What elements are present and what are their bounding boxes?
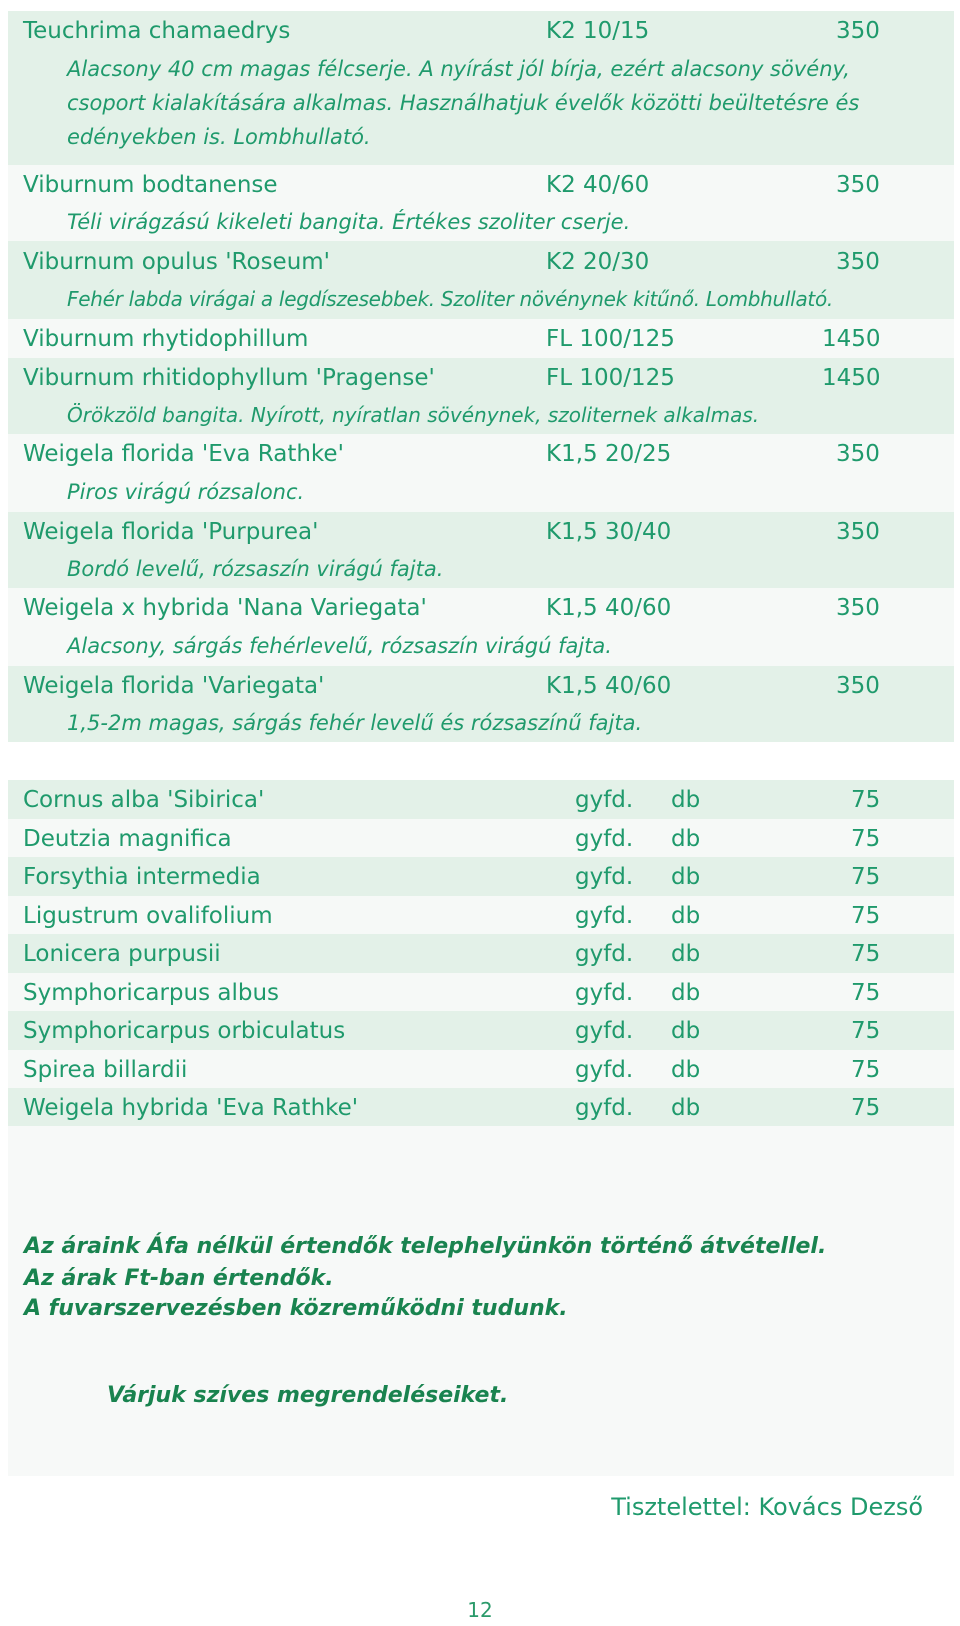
cutting-name: Ligustrum ovalifolium <box>23 903 273 929</box>
plant-description: 1,5-2m magas, sárgás fehér levelű és rózsaszínű fajta. <box>67 711 643 735</box>
plant-description: Alacsony 40 cm magas félcserje. A nyírást jól bírja, ezért alacsony sövény, csoport kialakítására alkalmas. Használhatjuk évelők közötti beültetésre és edényekben is. Lombhullató. <box>67 57 860 149</box>
cutting-type: gyfd. <box>575 941 634 967</box>
plant-name: Weigela florida 'Purpurea' <box>23 519 319 545</box>
cutting-unit: db <box>671 903 701 929</box>
plant-description: Téli virágzású kikeleti bangita. Értékes szoliter cserje. <box>67 210 631 234</box>
cutting-type: gyfd. <box>575 1095 634 1121</box>
page-number: 12 <box>467 1598 493 1622</box>
cutting-unit: db <box>671 826 701 852</box>
plant-size: FL 100/125 <box>546 365 675 391</box>
cutting-price: 75 <box>851 903 881 929</box>
cutting-unit: db <box>671 864 701 890</box>
plant-description: Fehér labda virágai a legdíszesebbek. Szoliter növénynek kitűnő. Lombhullató. <box>67 287 833 311</box>
plant-name: Teuchrima chamaedrys <box>23 18 291 44</box>
plant-price: 350 <box>836 18 880 44</box>
plant-price: 350 <box>836 595 880 621</box>
plant-name: Viburnum opulus 'Roseum' <box>23 249 331 275</box>
cutting-type: gyfd. <box>575 903 634 929</box>
plant-price: 1450 <box>822 326 881 352</box>
plant-size: K1,5 40/60 <box>546 673 672 699</box>
note-currency: Az árak Ft-ban értendők. <box>24 1266 334 1291</box>
cutting-price: 75 <box>851 787 881 813</box>
plant-size: K1,5 30/40 <box>546 519 672 545</box>
plant-price: 350 <box>836 172 880 198</box>
signature: Tisztelettel: Kovács Dezső <box>611 1493 923 1521</box>
cutting-price: 75 <box>851 941 881 967</box>
plant-name: Weigela x hybrida 'Nana Variegata' <box>23 595 427 621</box>
cutting-name: Lonicera purpusii <box>23 941 221 967</box>
plant-size: FL 100/125 <box>546 326 675 352</box>
cutting-type: gyfd. <box>575 864 634 890</box>
cutting-price: 75 <box>851 1095 881 1121</box>
plant-price: 350 <box>836 441 880 467</box>
plant-size: K2 20/30 <box>546 249 650 275</box>
plant-name: Weigela florida 'Variegata' <box>23 673 325 699</box>
closing-line: Várjuk szíves megrendeléseiket. <box>107 1383 509 1408</box>
plant-price: 1450 <box>822 365 881 391</box>
cutting-type: gyfd. <box>575 980 634 1006</box>
plant-size: K1,5 40/60 <box>546 595 672 621</box>
plant-name: Weigela florida 'Eva Rathke' <box>23 441 344 467</box>
plant-price: 350 <box>836 673 880 699</box>
plant-description: Piros virágú rózsalonc. <box>67 480 305 504</box>
cutting-type: gyfd. <box>575 1018 634 1044</box>
cutting-unit: db <box>671 941 701 967</box>
cutting-unit: db <box>671 1057 701 1083</box>
cutting-name: Symphoricarpus orbiculatus <box>23 1018 346 1044</box>
cutting-type: gyfd. <box>575 826 634 852</box>
cutting-price: 75 <box>851 1057 881 1083</box>
plant-name: Viburnum rhitidophyllum 'Pragense' <box>23 365 435 391</box>
plant-description: Bordó levelű, rózsaszín virágú fajta. <box>67 557 444 581</box>
plant-description: Alacsony, sárgás fehérlevelű, rózsaszín virágú fajta. <box>67 634 612 658</box>
cutting-type: gyfd. <box>575 1057 634 1083</box>
cutting-unit: db <box>671 1018 701 1044</box>
cutting-price: 75 <box>851 864 881 890</box>
cutting-name: Forsythia intermedia <box>23 864 261 890</box>
cutting-name: Symphoricarpus albus <box>23 980 280 1006</box>
cutting-unit: db <box>671 787 701 813</box>
cutting-price: 75 <box>851 826 881 852</box>
cutting-price: 75 <box>851 980 881 1006</box>
plant-name: Viburnum bodtanense <box>23 172 278 198</box>
plant-size: K1,5 20/25 <box>546 441 672 467</box>
plant-price: 350 <box>836 249 880 275</box>
cutting-name: Spirea billardii <box>23 1057 188 1083</box>
cutting-name: Weigela hybrida 'Eva Rathke' <box>23 1095 359 1121</box>
cutting-unit: db <box>671 1095 701 1121</box>
cutting-type: gyfd. <box>575 787 634 813</box>
note-vat: Az áraink Áfa nélkül értendők telephelyünkön történő átvétellel. <box>24 1234 827 1259</box>
cutting-price: 75 <box>851 1018 881 1044</box>
cutting-unit: db <box>671 980 701 1006</box>
cutting-name: Deutzia magnifica <box>23 826 232 852</box>
plant-name: Viburnum rhytidophillum <box>23 326 309 352</box>
plant-price: 350 <box>836 519 880 545</box>
cutting-name: Cornus alba 'Sibirica' <box>23 787 265 813</box>
plant-size: K2 40/60 <box>546 172 650 198</box>
note-delivery: A fuvarszervezésben közreműködni tudunk. <box>24 1296 568 1321</box>
plant-description: Örökzöld bangita. Nyírott, nyíratlan sövénynek, szoliternek alkalmas. <box>67 403 760 427</box>
plant-size: K2 10/15 <box>546 18 650 44</box>
